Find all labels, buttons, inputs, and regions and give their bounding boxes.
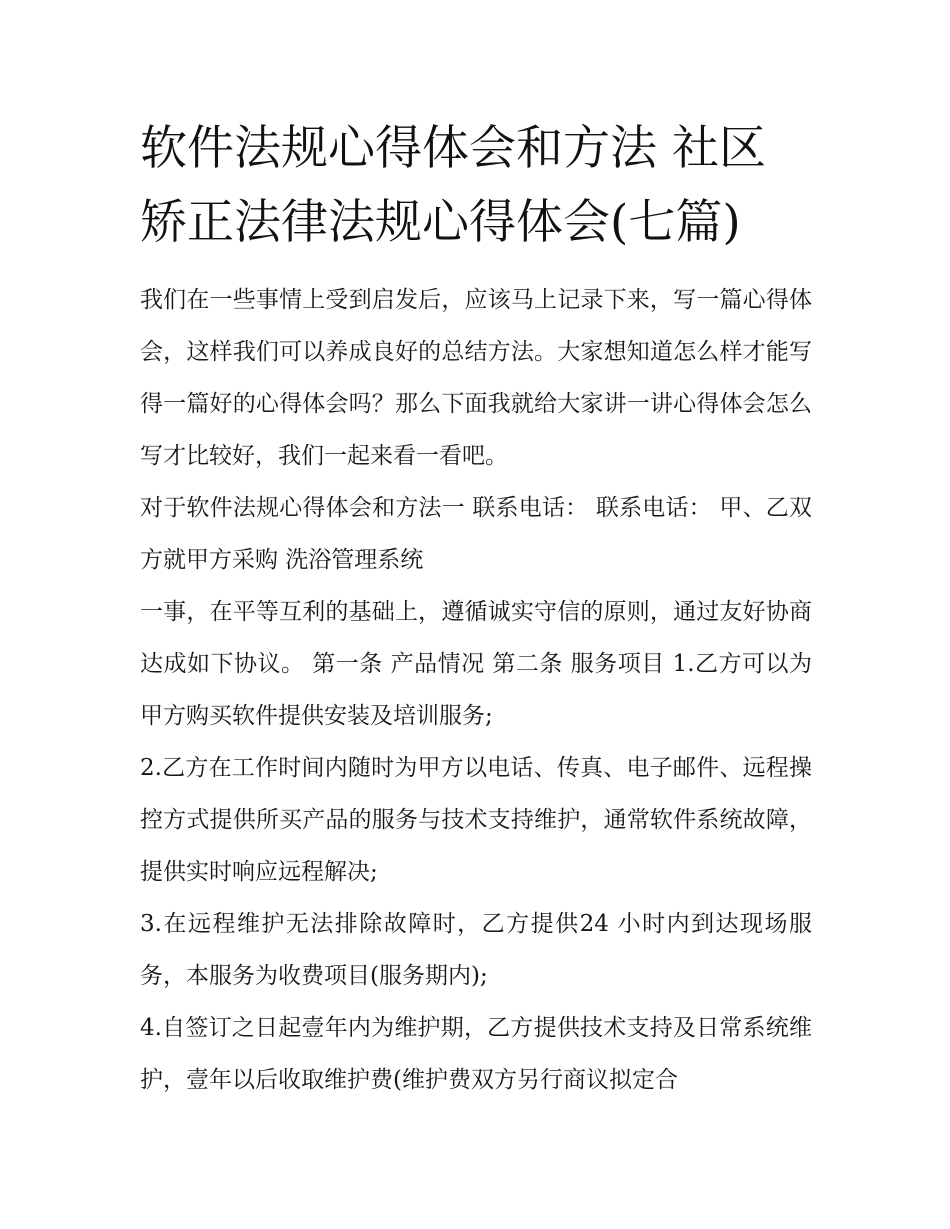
paragraph-contact: 对于软件法规心得体会和方法一 联系电话： 联系电话： 甲、乙双方就甲方采购 洗浴管理系统 xyxy=(140,495,812,573)
paragraph-item-2: 2.乙方在工作时间内随时为甲方以电话、传真、电子邮件、远程操控方式提供所买产品的服务与技术支持维护，通常软件系统故障，提供实时响应远程解决; xyxy=(140,755,812,885)
paragraph-agreement: 一事，在平等互利的基础上，遵循诚实守信的原则，通过友好协商达成如下协议。 第一条 产品情况 第二条 服务项目 1.乙方可以为甲方购买软件提供安装及培训服务; xyxy=(140,599,812,729)
paragraph-item-4: 4.自签订之日起壹年内为维护期，乙方提供技术支持及日常系统维护，壹年以后收取维护费(维护费双方另行商议拟定合 xyxy=(140,1015,812,1093)
paragraph-intro: 我们在一些事情上受到启发后，应该马上记录下来，写一篇心得体会，这样我们可以养成良好的总结方法。大家想知道怎么样才能写得一篇好的心得体会吗？那么下面我就给大家讲一讲心得体会怎么写才比较好，我们一起来看一看吧。 xyxy=(140,287,812,469)
document-content xyxy=(140,112,812,1106)
document-title: 软件法规心得体会和方法 社区矫正法律法规心得体会(七篇) xyxy=(140,121,766,250)
paragraph-item-3: 3.在远程维护无法排除故障时，乙方提供24 小时内到达现场服务，本服务为收费项目(服务期内); xyxy=(140,911,812,989)
